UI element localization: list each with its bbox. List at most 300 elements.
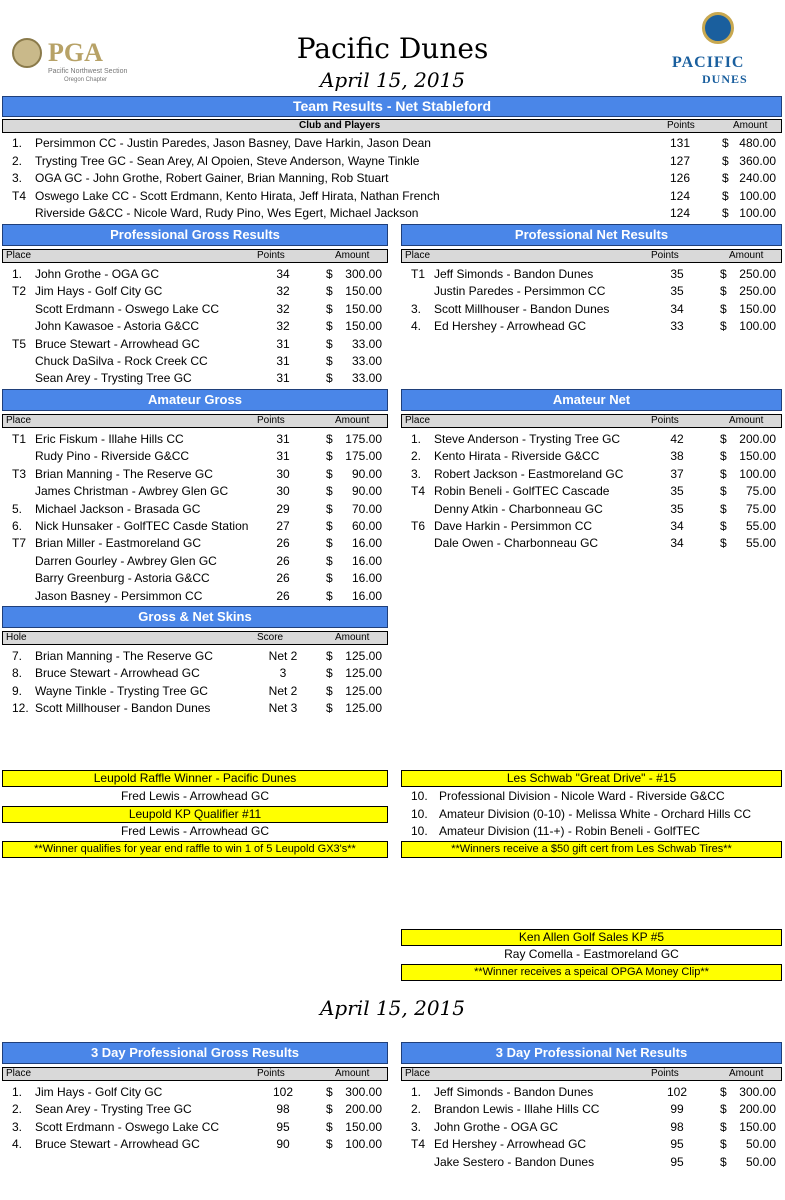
dollar-sign: $ (326, 536, 333, 551)
row-name: Dave Harkin - Persimmon CC (434, 519, 593, 533)
pro_gross-row (2, 336, 388, 353)
am_gross-column-header (2, 414, 388, 428)
dollar-sign: $ (326, 1102, 333, 1117)
row-place: 4. (411, 319, 422, 334)
row-name: Eric Fiskum - Illahe Hills CC (35, 432, 184, 446)
row-points: 33 (670, 319, 684, 334)
row-points: 124 (670, 188, 691, 203)
schwab-row (401, 788, 782, 805)
row-amount: 200.00 (739, 432, 776, 446)
row-amount: 55.00 (745, 536, 776, 551)
row-amount: 300.00 (739, 1085, 776, 1099)
kenallen-winner: Ray Comella - Eastmoreland GC (504, 947, 679, 961)
row-points: 26 (276, 588, 290, 603)
row-amount: 75.00 (745, 501, 776, 516)
row-points: 32 (276, 319, 290, 334)
three_net-col-place: Place (405, 1068, 431, 1079)
row-amount: 33.00 (351, 354, 382, 368)
row-name: James Christman - Awbrey Glen GC (35, 484, 229, 499)
row-place: 9. (12, 683, 23, 698)
row-name: John Grothe - OGA GC (35, 267, 160, 281)
row-amount: 100.00 (739, 466, 776, 481)
row-name: Brian Manning - The Reserve GC (35, 649, 213, 663)
dollar-sign: $ (720, 484, 727, 499)
am_gross-col-place: Place (6, 415, 32, 426)
dollar-sign: $ (720, 1102, 727, 1117)
team-row (2, 135, 782, 152)
dollar-sign: $ (720, 449, 727, 464)
dollar-sign: $ (722, 153, 729, 168)
skins-row (2, 700, 388, 717)
row-points: 126 (670, 171, 691, 186)
am_net-row (401, 535, 782, 552)
three_net-row (401, 1119, 782, 1136)
row-amount: 175.00 (345, 432, 382, 446)
row-amount: 16.00 (351, 553, 382, 568)
row-amount: 150.00 (739, 1119, 776, 1134)
dollar-sign: $ (720, 284, 727, 299)
three_net-row (401, 1101, 782, 1118)
dollar-sign: $ (326, 432, 333, 446)
dollar-sign: $ (720, 432, 727, 446)
row-name: Jake Sestero - Bandon Dunes (434, 1154, 595, 1169)
row-points: 35 (670, 284, 684, 299)
row-place: 3. (12, 1119, 23, 1134)
row-place: 1. (12, 1085, 23, 1099)
pro_gross-col-points: Points (257, 250, 285, 261)
row-amount: 70.00 (351, 501, 382, 516)
dollar-sign: $ (326, 336, 333, 351)
dollar-sign: $ (720, 319, 727, 334)
row-amount: 250.00 (739, 267, 776, 281)
row-amount: 480.00 (739, 136, 776, 150)
row-name: Barry Greenburg - Astoria G&CC (35, 571, 210, 586)
row-points: 34 (670, 536, 684, 551)
row-name: Trysting Tree GC - Sean Arey, Al Opoien, Steve Anderson, Wayne Tinkle (35, 153, 420, 168)
row-name: Brian Manning - The Reserve GC (35, 466, 213, 481)
row-amount: 60.00 (351, 519, 382, 533)
row-points: 35 (670, 267, 684, 281)
dollar-sign: $ (722, 206, 729, 221)
row-name: Bruce Stewart - Arrowhead GC (35, 336, 200, 351)
pro_gross-row (2, 370, 388, 387)
row-amount: 125.00 (345, 701, 382, 716)
row-place: 1. (12, 136, 23, 150)
three_gross-col-points: Points (257, 1068, 285, 1079)
pro_net-row (401, 318, 782, 335)
three_net-row (401, 1136, 782, 1153)
row-name: Oswego Lake CC - Scott Erdmann, Kento Hirata, Jeff Hirata, Nathan French (35, 188, 440, 203)
skins-row (2, 683, 388, 700)
am_net-row (401, 448, 782, 465)
team-col-points: Points (667, 120, 695, 131)
row-name: Wayne Tinkle - Trysting Tree GC (35, 683, 208, 698)
row-place: T4 (411, 1137, 426, 1152)
row-amount: 100.00 (345, 1137, 382, 1152)
am_net-row (401, 431, 782, 448)
row-place: 3. (411, 466, 422, 481)
row-name: Scott Erdmann - Oswego Lake CC (35, 301, 220, 316)
row-points: 31 (276, 336, 290, 351)
row-place: T6 (411, 519, 426, 533)
am_net-row (401, 501, 782, 518)
team-row (2, 188, 782, 205)
row-name: Brian Miller - Eastmoreland GC (35, 536, 202, 551)
row-points: 26 (276, 553, 290, 568)
pro-gross-header: Professional Gross Results (2, 224, 388, 246)
row-place: T4 (12, 188, 27, 203)
schwab-row (401, 806, 782, 823)
row-amount: 50.00 (745, 1154, 776, 1169)
three_net-row (401, 1084, 782, 1101)
row-points: 30 (276, 466, 290, 481)
dollar-sign: $ (326, 1137, 333, 1152)
schwab-title: Les Schwab "Great Drive" - #15 (401, 770, 782, 787)
row-place: 5. (12, 501, 23, 516)
three-gross-header: 3 Day Professional Gross Results (2, 1042, 388, 1064)
pga-logo-text: PGA (48, 38, 103, 67)
dollar-sign: $ (720, 1154, 727, 1169)
pro_gross-row (2, 266, 388, 283)
row-amount: 100.00 (739, 319, 776, 334)
dollar-sign: $ (326, 301, 333, 316)
pga-section-text: Pacific Northwest Section (48, 68, 128, 75)
row-points: 30 (276, 484, 290, 499)
dollar-sign: $ (720, 519, 727, 533)
row-points: 95 (670, 1154, 684, 1169)
row-amount: 150.00 (739, 301, 776, 316)
row-points: 26 (276, 536, 290, 551)
dollar-sign: $ (326, 553, 333, 568)
leupold-raffle-title: Leupold Raffle Winner - Pacific Dunes (2, 770, 388, 787)
pga-logo (12, 38, 152, 88)
row-name: Jim Hays - Golf City GC (35, 1085, 163, 1099)
row-points: 31 (276, 432, 290, 446)
dollar-sign: $ (326, 371, 333, 386)
row-place: 2. (12, 153, 23, 168)
three_net-column-header (401, 1067, 782, 1081)
leupold-kp-title: Leupold KP Qualifier #11 (2, 806, 388, 823)
team-row (2, 170, 782, 187)
dollar-sign: $ (326, 354, 333, 368)
team-results-header: Team Results - Net Stableford (2, 96, 782, 117)
kenallen-note: **Winner receives a speical OPGA Money Clip** (401, 964, 782, 981)
row-amount: 33.00 (351, 336, 382, 351)
row-name: Rudy Pino - Riverside G&CC (35, 449, 190, 464)
row-points: 32 (276, 284, 290, 299)
row-amount: 200.00 (345, 1102, 382, 1117)
team-col-amount: Amount (733, 120, 768, 131)
team-col-club: Club and Players (299, 120, 381, 131)
dollar-sign: $ (326, 571, 333, 586)
row-name: Jason Basney - Persimmon CC (35, 588, 203, 603)
row-name: Bruce Stewart - Arrowhead GC (35, 666, 200, 681)
row-place: 3. (411, 301, 422, 316)
row-name: John Grothe - OGA GC (434, 1119, 559, 1134)
row-name: Ed Hershey - Arrowhead GC (434, 1137, 587, 1152)
row-amount: 55.00 (745, 519, 776, 533)
row-points: 98 (276, 1102, 290, 1117)
pd-logo-line1: PACIFIC (672, 54, 745, 71)
row-amount: 150.00 (739, 449, 776, 464)
row-name: Nick Hunsaker - GolfTEC Casde Station (35, 519, 249, 533)
skins-row (2, 648, 388, 665)
date-heading-2: April 15, 2015 (319, 996, 466, 1020)
schwab-row (401, 823, 782, 840)
row-amount: 33.00 (351, 371, 382, 386)
pro-net-header: Professional Net Results (401, 224, 782, 246)
row-place: 6. (12, 519, 23, 533)
row-amount: 16.00 (351, 571, 382, 586)
row-name: Steve Anderson - Trysting Tree GC (434, 432, 621, 446)
pro_net-col-amount: Amount (729, 250, 764, 261)
row-amount: 175.00 (345, 449, 382, 464)
row-place: 1. (411, 1085, 422, 1099)
wave-emblem-icon (702, 12, 734, 44)
dollar-sign: $ (326, 588, 333, 603)
skins-col-amount: Amount (335, 632, 370, 643)
dollar-sign: $ (722, 188, 729, 203)
pro_gross-row (2, 318, 388, 335)
row-amount: 50.00 (745, 1137, 776, 1152)
am-net-header: Amateur Net (401, 389, 782, 411)
row-points: 29 (276, 501, 290, 516)
three_gross-row (2, 1101, 388, 1118)
am_net-row (401, 518, 782, 535)
dollar-sign: $ (326, 666, 333, 681)
pro_gross-col-place: Place (6, 250, 32, 261)
row-amount: 300.00 (345, 267, 382, 281)
three_gross-col-place: Place (6, 1068, 32, 1079)
dollar-sign: $ (326, 683, 333, 698)
three_net-row (401, 1154, 782, 1171)
row-place: 2. (12, 1102, 23, 1117)
pro_gross-row (2, 301, 388, 318)
am_net-col-amount: Amount (729, 415, 764, 426)
row-points: 27 (276, 519, 290, 533)
dollar-sign: $ (720, 1137, 727, 1152)
three_gross-col-amount: Amount (335, 1068, 370, 1079)
dollar-sign: $ (720, 1119, 727, 1134)
row-hole: 10. (411, 824, 428, 839)
am_gross-col-points: Points (257, 415, 285, 426)
row-amount: 200.00 (739, 1102, 776, 1117)
row-name: Chuck DaSilva - Rock Creek CC (35, 354, 208, 368)
row-name: Scott Erdmann - Oswego Lake CC (35, 1119, 220, 1134)
row-text: Amateur Division (0-10) - Melissa White - Orchard Hills CC (439, 806, 752, 821)
skins-row (2, 665, 388, 682)
row-points: 38 (670, 449, 684, 464)
row-place: 3. (411, 1119, 422, 1134)
am_gross-col-amount: Amount (335, 415, 370, 426)
row-points: Net 2 (268, 683, 298, 698)
pro_gross-col-amount: Amount (335, 250, 370, 261)
pro_net-row (401, 301, 782, 318)
am_gross-row (2, 570, 388, 587)
pro_net-row (401, 283, 782, 300)
row-points: 3 (279, 666, 287, 681)
dollar-sign: $ (720, 1085, 727, 1099)
row-place: 3. (12, 171, 23, 186)
skins-col-place: Hole (6, 632, 27, 643)
kenallen-title: Ken Allen Golf Sales KP #5 (401, 929, 782, 946)
row-points: 42 (670, 432, 684, 446)
row-place: 8. (12, 666, 23, 681)
row-place: T4 (411, 484, 426, 499)
row-points: 90 (276, 1137, 290, 1152)
leupold-raffle-winner: Fred Lewis - Arrowhead GC (120, 789, 270, 803)
row-amount: 100.00 (739, 206, 776, 221)
three_gross-column-header (2, 1067, 388, 1081)
row-amount: 100.00 (739, 188, 776, 203)
row-place: T1 (411, 267, 426, 281)
row-place: 2. (411, 1102, 422, 1117)
row-points: 127 (670, 153, 691, 168)
pro_gross-row (2, 353, 388, 370)
row-amount: 90.00 (351, 484, 382, 499)
row-place: T3 (12, 466, 27, 481)
row-name: Scott Millhouser - Bandon Dunes (35, 701, 211, 716)
row-place: T7 (12, 536, 27, 551)
page-title: Pacific Dunes (296, 32, 489, 65)
row-amount: 150.00 (345, 301, 382, 316)
dollar-sign: $ (720, 466, 727, 481)
row-name: Jeff Simonds - Bandon Dunes (434, 1085, 594, 1099)
dollar-sign: $ (326, 466, 333, 481)
dollar-sign: $ (326, 519, 333, 533)
am-gross-header: Amateur Gross (2, 389, 388, 411)
leupold-note: **Winner qualifies for year end raffle to win 1 of 5 Leupold GX3's** (2, 841, 388, 858)
row-name: Justin Paredes - Persimmon CC (434, 284, 606, 299)
row-name: Ed Hershey - Arrowhead GC (434, 319, 587, 334)
row-hole: 10. (411, 789, 428, 803)
row-amount: 150.00 (345, 319, 382, 334)
row-points: 26 (276, 571, 290, 586)
page-date: April 15, 2015 (319, 68, 466, 92)
row-name: Sean Arey - Trysting Tree GC (35, 371, 192, 386)
pga-emblem-icon (12, 38, 42, 68)
am_gross-row (2, 483, 388, 500)
row-points: Net 2 (268, 649, 298, 663)
dollar-sign: $ (326, 284, 333, 299)
skins-col-points: Score (257, 632, 284, 643)
row-place: 7. (12, 649, 23, 663)
team-column-header (2, 119, 782, 133)
row-amount: 150.00 (345, 284, 382, 299)
row-points: 131 (670, 136, 691, 150)
am_gross-row (2, 553, 388, 570)
row-place: 2. (411, 449, 422, 464)
pga-chapter-text: Oregon Chapter (64, 77, 108, 83)
row-text: Amateur Division (11-+) - Robin Beneli - GolfTEC (439, 824, 700, 839)
row-points: 31 (276, 354, 290, 368)
am_gross-row (2, 431, 388, 448)
row-name: Persimmon CC - Justin Paredes, Jason Basney, Dave Harkin, Jason Dean (35, 136, 431, 150)
row-name: Jim Hays - Golf City GC (35, 284, 163, 299)
row-name: Denny Atkin - Charbonneau GC (434, 501, 603, 516)
row-amount: 125.00 (345, 683, 382, 698)
am_gross-row (2, 535, 388, 552)
am_net-column-header (401, 414, 782, 428)
row-points: 31 (276, 449, 290, 464)
row-amount: 75.00 (745, 484, 776, 499)
pro_gross-row (2, 283, 388, 300)
row-points: 31 (276, 371, 290, 386)
pro_net-col-place: Place (405, 250, 431, 261)
row-name: Jeff Simonds - Bandon Dunes (434, 267, 594, 281)
row-place: 12. (12, 701, 29, 716)
dollar-sign: $ (722, 136, 729, 150)
row-points: 35 (670, 484, 684, 499)
skins-column-header (2, 631, 388, 645)
row-points: Net 3 (268, 701, 298, 716)
row-name: Bruce Stewart - Arrowhead GC (35, 1137, 200, 1152)
dollar-sign: $ (326, 501, 333, 516)
three_net-col-points: Points (651, 1068, 679, 1079)
three_gross-row (2, 1136, 388, 1153)
dollar-sign: $ (326, 449, 333, 464)
row-points: 34 (670, 519, 684, 533)
am_gross-row (2, 501, 388, 518)
row-points: 32 (276, 301, 290, 316)
dollar-sign: $ (326, 267, 333, 281)
row-name: Sean Arey - Trysting Tree GC (35, 1102, 192, 1117)
row-name: Michael Jackson - Brasada GC (35, 501, 201, 516)
three_gross-row (2, 1119, 388, 1136)
row-name: Riverside G&CC - Nicole Ward, Rudy Pino, Wes Egert, Michael Jackson (35, 206, 419, 221)
dollar-sign: $ (326, 1085, 333, 1099)
row-amount: 240.00 (739, 171, 776, 186)
row-points: 95 (276, 1119, 290, 1134)
row-points: 102 (666, 1085, 688, 1099)
three-net-header: 3 Day Professional Net Results (401, 1042, 782, 1064)
pro_net-col-points: Points (651, 250, 679, 261)
row-place: 4. (12, 1137, 23, 1152)
row-name: Robin Beneli - GolfTEC Cascade (434, 484, 610, 499)
pro_net-column-header (401, 249, 782, 263)
am_net-row (401, 483, 782, 500)
row-points: 98 (670, 1119, 684, 1134)
dollar-sign: $ (326, 484, 333, 499)
am_gross-row (2, 588, 388, 605)
row-points: 102 (272, 1085, 294, 1099)
row-name: Kento Hirata - Riverside G&CC (434, 449, 600, 464)
team-row (2, 205, 782, 222)
dollar-sign: $ (720, 301, 727, 316)
row-name: Dale Owen - Charbonneau GC (434, 536, 599, 551)
dollar-sign: $ (720, 267, 727, 281)
team-row (2, 153, 782, 170)
row-amount: 125.00 (345, 666, 382, 681)
schwab-note: **Winners receive a $50 gift cert from Les Schwab Tires** (401, 841, 782, 858)
am_gross-row (2, 518, 388, 535)
row-name: Brandon Lewis - Illahe Hills CC (434, 1102, 600, 1117)
row-points: 124 (670, 206, 691, 221)
row-name: Darren Gourley - Awbrey Glen GC (35, 553, 217, 568)
row-amount: 300.00 (345, 1085, 382, 1099)
row-amount: 16.00 (351, 536, 382, 551)
row-hole: 10. (411, 806, 428, 821)
row-points: 35 (670, 501, 684, 516)
row-points: 37 (670, 466, 684, 481)
am_net-col-place: Place (405, 415, 431, 426)
skins-header: Gross & Net Skins (2, 606, 388, 628)
row-name: Scott Millhouser - Bandon Dunes (434, 301, 610, 316)
am_gross-row (2, 466, 388, 483)
leupold-kp-winner: Fred Lewis - Arrowhead GC (120, 824, 270, 838)
am_net-col-points: Points (651, 415, 679, 426)
row-points: 34 (276, 267, 290, 281)
